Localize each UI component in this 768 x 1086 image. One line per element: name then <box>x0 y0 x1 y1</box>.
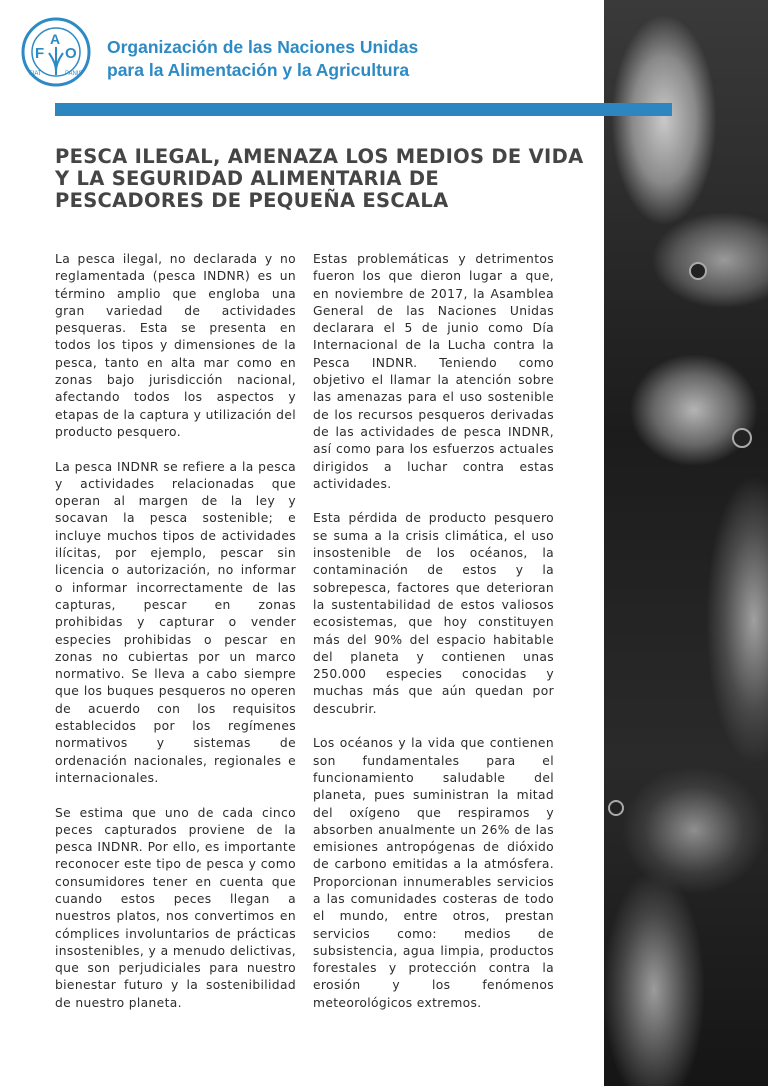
organization-name <box>107 36 418 82</box>
svg-text:PANIS: PANIS <box>65 71 83 77</box>
svg-text:F: F <box>35 45 45 62</box>
fish-photo <box>604 0 768 1086</box>
fish-eye-decoration <box>689 262 707 280</box>
fao-logo <box>21 17 91 87</box>
paragraph: Estas problemáticas y detrimentos fueron los que dieron lugar a que, en noviembre de 2017, la Asamblea General de las Naciones Unidas declarara el 5 de junio como Día Internacional de la Lucha contra la Pesca INDNR. Teniendo como objetivo el llamar la atención sobre las amenazas para el uso sostenible de los recursos pesqueros derivadas de las actividades de pesca INDNR, así como para los esfuerzos actuales dirigidos a luchar contra estas actividades. <box>313 252 554 491</box>
paragraph: La pesca INDNR se refiere a la pesca y actividades relacionadas que operan al margen de la ley y socavan la pesca sostenible; e incluye muchos tipos de actividades ilícitas, por ejemplo, pescar sin licencia o autorización, no informar o informar incorrectamente de las capturas, pescar en zonas prohibidas y capturar o vender especies prohibidas o pescar en zonas no cubiertas por un marco normativo. Se lleva a cabo siempre que los buques pesqueros no operen de acuerdo con los requisitos establecidos por los regímenes normativos y sistemas de ordenación nacionales, regionales e internacionales. <box>55 459 296 785</box>
svg-text:A: A <box>50 31 61 47</box>
svg-text:O: O <box>65 45 77 62</box>
org-line-1: Organización de las Naciones Unidas <box>107 37 419 57</box>
page-title: PESCA ILEGAL, AMENAZA LOS MEDIOS DE VIDA Y LA SEGURIDAD ALIMENTARIA DE PESCADORES DE PEQUEÑA ESCALA <box>55 145 584 212</box>
paragraph: Esta pérdida de producto pesquero se suma a la crisis climática, el uso insostenible de los océanos, la contaminación de estos y la sobrepesca, factores que deterioran la sustentabilidad de estos valiosos ecosistemas, que hoy constituyen más del 90% del espacio habitable del planeta y contienen unas 250.000 especies conocidas y muchas más que aún quedan por descubrir. <box>313 511 554 716</box>
paragraph: Los océanos y la vida que contienen son fundamentales para el funcionamiento saludable del planeta, pues suministran la mitad del oxígeno que respiramos y absorben anualmente un 26% de las emisiones antropógenas de dióxido de carbono emitidas a la atmósfera. Proporcionan innumerables servicios a las comunidades costeras de todo el mundo, entre otros, prestan servicios como: medios de subsistencia, agua limpia, productos forestales y protección contra la erosión y los fenómenos meteorológicos extremos. <box>313 736 554 1010</box>
text-column-left <box>55 251 296 1029</box>
paragraph: La pesca ilegal, no declarada y no reglamentada (pesca INDNR) es un término amplio que engloba una gran variedad de actividades pesqueras. Esta se presenta en todos los tipos y dimensiones de la pesca, tanto en alta mar como en zonas bajo jurisdicción nacional, afectando todos los aspectos y etapas de la captura y utilización del producto pesquero. <box>55 252 296 439</box>
svg-text:FIAT: FIAT <box>29 71 42 77</box>
fish-eye-decoration <box>608 800 624 816</box>
org-line-2: para la Alimentación y la Agricultura <box>107 60 410 80</box>
text-column-right <box>313 251 554 1029</box>
accent-bar <box>55 103 672 116</box>
paragraph: Se estima que uno de cada cinco peces capturados proviene de la pesca INDNR. Por ello, es importante reconocer este tipo de pesca y como consumidores tener en cuenta que cuando estos peces llegan a nuestros platos, nos convertimos en cómplices involuntarios de prácticas insostenibles, y a menudo delictivas, que son perjudiciales para nuestro bienestar futuro y la sostenibilidad de nuestro planeta. <box>55 805 296 1010</box>
fish-eye-decoration <box>732 428 752 448</box>
